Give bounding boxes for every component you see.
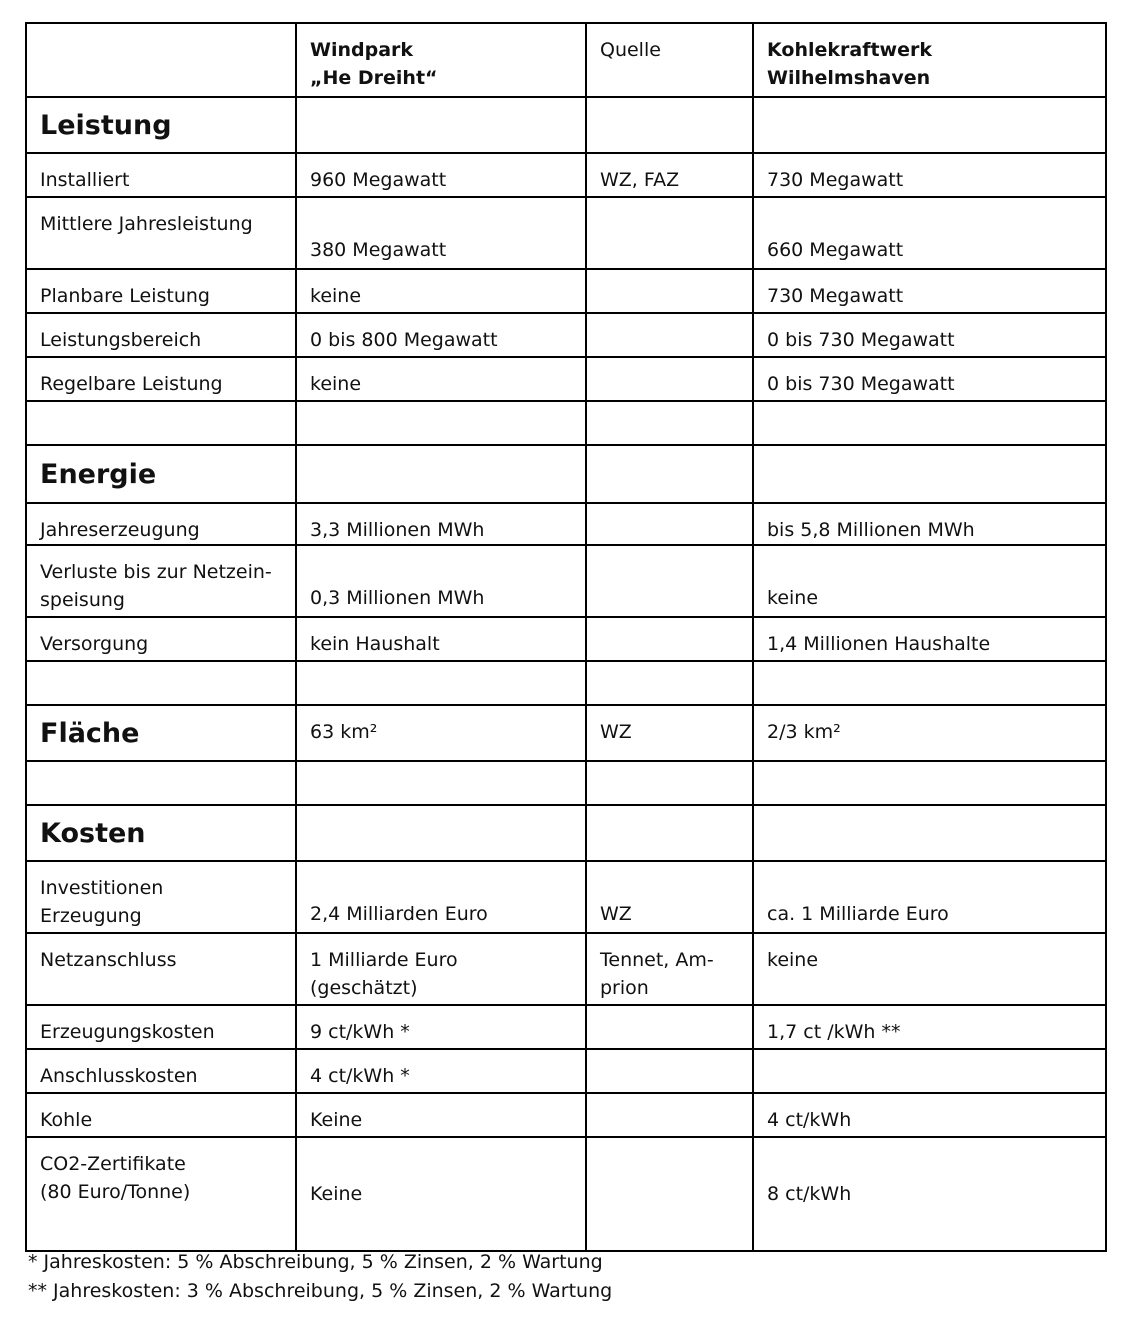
header-source: Quelle	[586, 23, 753, 97]
coal-plant-cell	[753, 761, 1106, 805]
coal-plant-cell	[753, 97, 1106, 153]
coal-plant-cell: 730 Megawatt	[753, 153, 1106, 197]
source-cell	[586, 445, 753, 503]
table-row	[26, 761, 1106, 805]
footnote-2: ** Jahreskosten: 3 % Abschreibung, 5 % Zinsen, 2 % Wartung	[28, 1280, 613, 1302]
label-cell: Erzeugungskosten	[26, 1005, 296, 1049]
label-cell	[26, 761, 296, 805]
coal-plant-cell: bis 5,8 Millionen MWh	[753, 503, 1106, 545]
source-cell	[586, 1137, 753, 1251]
windpark-cell: 960 Megawatt	[296, 153, 586, 197]
section-row	[26, 705, 1106, 761]
source-cell	[586, 401, 753, 445]
label-cell: Versorgung	[26, 617, 296, 661]
table-row	[26, 197, 1106, 269]
table-row	[26, 545, 1106, 617]
coal-plant-cell: 0 bis 730 Megawatt	[753, 313, 1106, 357]
source-cell	[586, 503, 753, 545]
coal-plant-cell	[753, 805, 1106, 861]
windpark-cell: 1 Milliarde Euro (geschätzt)	[296, 933, 586, 1005]
coal-plant-cell	[753, 1049, 1106, 1093]
header-coal-plant: Kohlekraftwerk Wilhelmshaven	[753, 23, 1106, 97]
section-row	[26, 445, 1106, 503]
section-title: Energie	[26, 445, 296, 503]
table-row	[26, 1137, 1106, 1251]
source-cell	[586, 761, 753, 805]
section-title: Kosten	[26, 805, 296, 861]
label-cell	[26, 401, 296, 445]
windpark-cell	[296, 761, 586, 805]
table-row	[26, 313, 1106, 357]
coal-plant-cell: 660 Megawatt	[753, 197, 1106, 269]
windpark-cell	[296, 805, 586, 861]
table-row	[26, 269, 1106, 313]
table-row	[26, 933, 1106, 1005]
label-cell: Verluste bis zur Netzein- speisung	[26, 545, 296, 617]
coal-plant-cell: 4 ct/kWh	[753, 1093, 1106, 1137]
table-row	[26, 661, 1106, 705]
source-cell	[586, 313, 753, 357]
comparison-table-container	[25, 22, 1107, 1252]
header-label-cell	[26, 23, 296, 97]
source-cell	[586, 545, 753, 617]
windpark-cell: keine	[296, 269, 586, 313]
table-row	[26, 1093, 1106, 1137]
coal-plant-cell: keine	[753, 545, 1106, 617]
windpark-cell	[296, 401, 586, 445]
section-title: Fläche	[26, 705, 296, 761]
label-cell: Netzanschluss	[26, 933, 296, 1005]
windpark-cell: kein Haushalt	[296, 617, 586, 661]
source-cell	[586, 805, 753, 861]
source-cell: WZ, FAZ	[586, 153, 753, 197]
windpark-cell: 3,3 Millionen MWh	[296, 503, 586, 545]
windpark-cell	[296, 661, 586, 705]
source-cell	[586, 1049, 753, 1093]
windpark-cell: 380 Megawatt	[296, 197, 586, 269]
source-cell	[586, 357, 753, 401]
source-cell: Tennet, Am- prion	[586, 933, 753, 1005]
coal-plant-cell: 8 ct/kWh	[753, 1137, 1106, 1251]
table-row	[26, 1049, 1106, 1093]
footnotes	[28, 1248, 612, 1306]
table-row	[26, 401, 1106, 445]
section-title: Leistung	[26, 97, 296, 153]
table-header-row	[26, 23, 1106, 97]
source-cell	[586, 97, 753, 153]
table-row	[26, 617, 1106, 661]
coal-plant-cell: 1,7 ct /kWh **	[753, 1005, 1106, 1049]
label-cell: Mittlere Jahresleistung	[26, 197, 296, 269]
table-body	[26, 97, 1106, 1251]
coal-plant-cell	[753, 661, 1106, 705]
table-row	[26, 1005, 1106, 1049]
windpark-cell: 4 ct/kWh *	[296, 1049, 586, 1093]
section-row	[26, 805, 1106, 861]
coal-plant-cell	[753, 401, 1106, 445]
source-cell	[586, 1005, 753, 1049]
label-cell: Regelbare Leistung	[26, 357, 296, 401]
label-cell	[26, 661, 296, 705]
source-cell	[586, 1093, 753, 1137]
windpark-cell: 63 km²	[296, 705, 586, 761]
windpark-cell: Keine	[296, 1093, 586, 1137]
windpark-cell: 2,4 Milliarden Euro	[296, 861, 586, 933]
windpark-cell: 9 ct/kWh *	[296, 1005, 586, 1049]
coal-plant-cell	[753, 445, 1106, 503]
header-windpark: Windpark „He Dreiht“	[296, 23, 586, 97]
table-row	[26, 503, 1106, 545]
label-cell: Anschlusskosten	[26, 1049, 296, 1093]
source-cell	[586, 617, 753, 661]
coal-plant-cell: 1,4 Millionen Haushalte	[753, 617, 1106, 661]
label-cell: CO2-Zertifikate (80 Euro/Tonne)	[26, 1137, 296, 1251]
source-cell	[586, 197, 753, 269]
windpark-cell	[296, 445, 586, 503]
windpark-cell: 0,3 Millionen MWh	[296, 545, 586, 617]
footnote-1: * Jahreskosten: 5 % Abschreibung, 5 % Zinsen, 2 % Wartung	[28, 1251, 603, 1273]
label-cell: Kohle	[26, 1093, 296, 1137]
label-cell: Leistungsbereich	[26, 313, 296, 357]
table-row	[26, 861, 1106, 933]
source-cell	[586, 269, 753, 313]
label-cell: Jahreserzeugung	[26, 503, 296, 545]
coal-plant-cell: 2/3 km²	[753, 705, 1106, 761]
coal-plant-cell: 730 Megawatt	[753, 269, 1106, 313]
label-cell: Investitionen Erzeugung	[26, 861, 296, 933]
coal-plant-cell: keine	[753, 933, 1106, 1005]
label-cell: Installiert	[26, 153, 296, 197]
table-row	[26, 357, 1106, 401]
label-cell: Planbare Leistung	[26, 269, 296, 313]
windpark-cell: 0 bis 800 Megawatt	[296, 313, 586, 357]
windpark-cell: keine	[296, 357, 586, 401]
source-cell	[586, 661, 753, 705]
coal-plant-cell: 0 bis 730 Megawatt	[753, 357, 1106, 401]
windpark-cell	[296, 97, 586, 153]
coal-plant-cell: ca. 1 Milliarde Euro	[753, 861, 1106, 933]
table-row	[26, 153, 1106, 197]
comparison-table	[25, 22, 1107, 1252]
source-cell: WZ	[586, 705, 753, 761]
section-row	[26, 97, 1106, 153]
windpark-cell: Keine	[296, 1137, 586, 1251]
source-cell: WZ	[586, 861, 753, 933]
